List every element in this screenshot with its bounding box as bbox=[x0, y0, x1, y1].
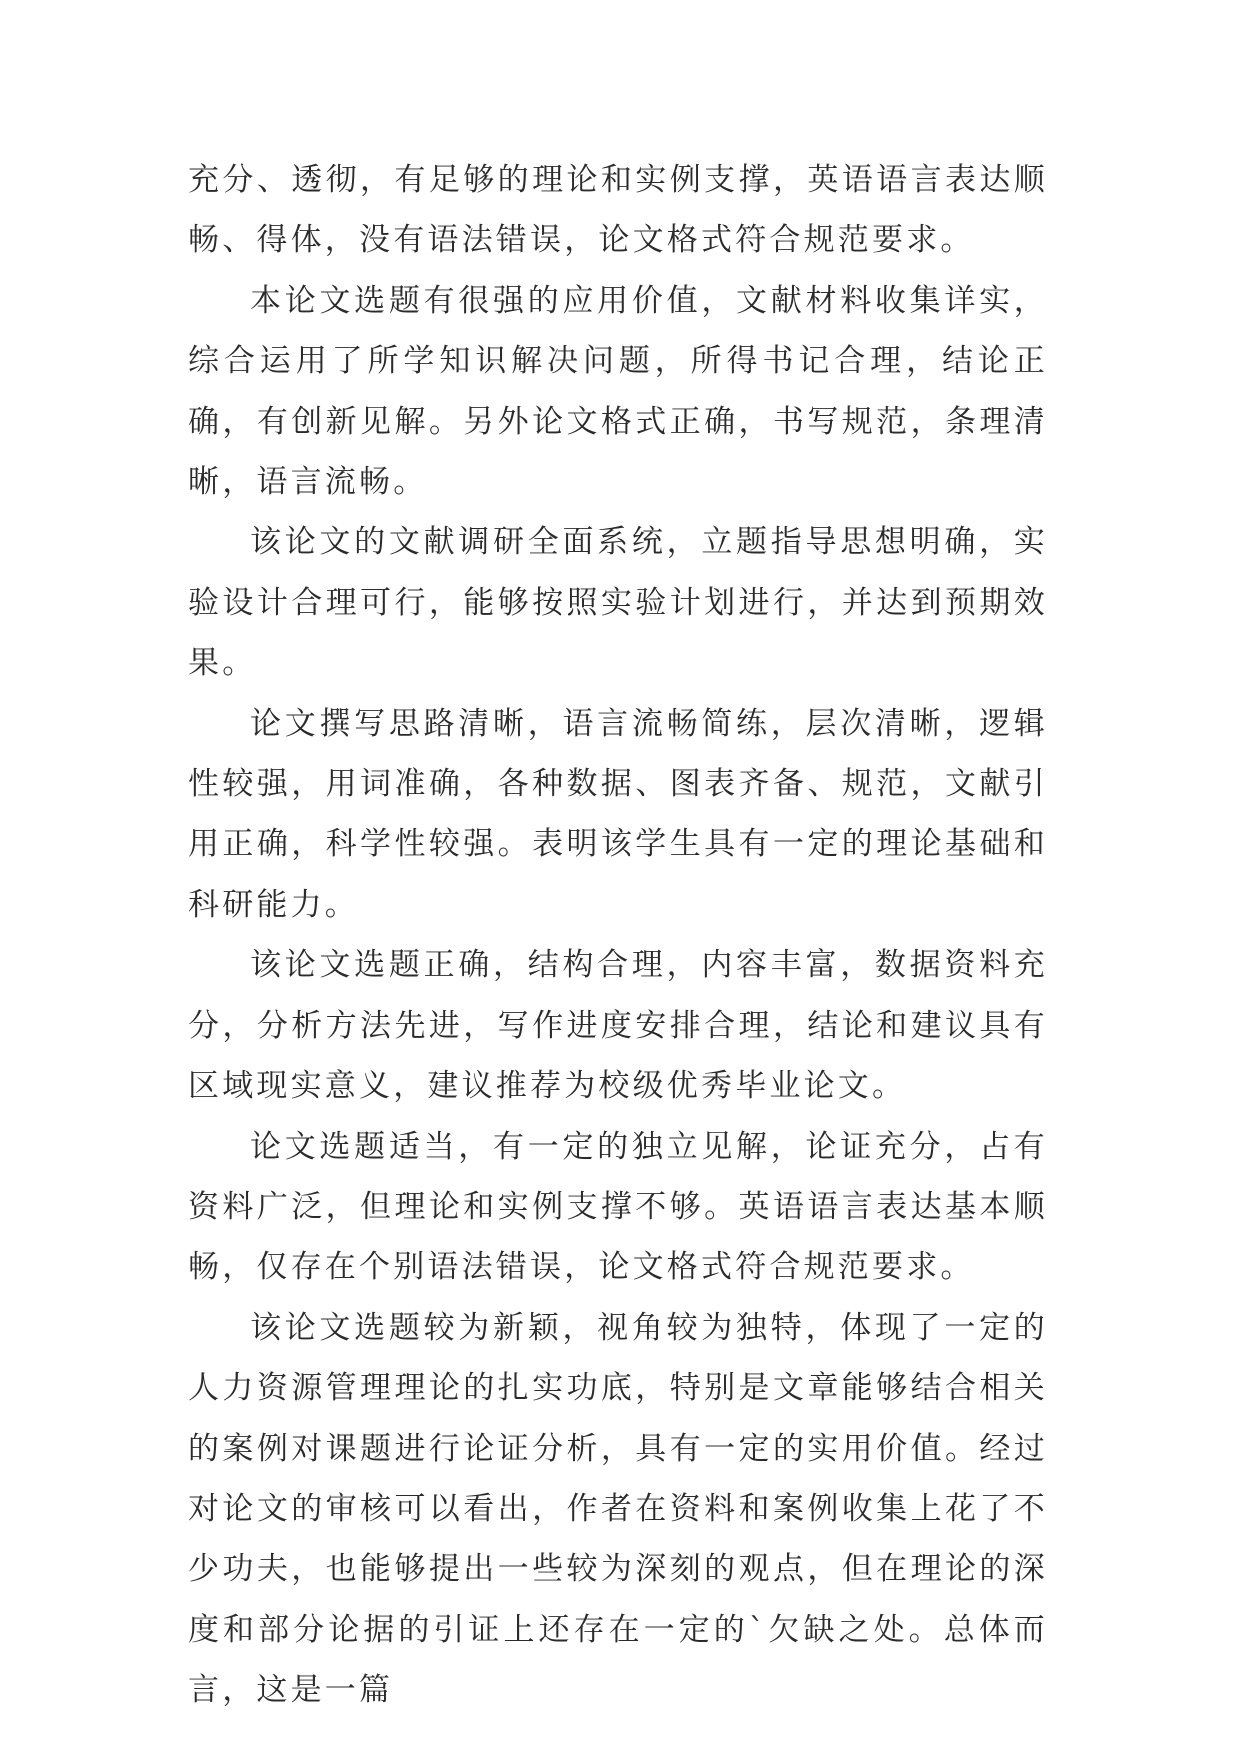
paragraph-topic-correct: 该论文选题正确，结构合理，内容丰富，数据资料充分，分析方法先进，写作进度安排合理，结论和建议具有区域现实意义，建议推荐为校级优秀毕业论文。 bbox=[188, 947, 1048, 1105]
document-body bbox=[188, 150, 1048, 1721]
paragraph-novel-topic: 该论文选题较为新颖，视角较为独特，体现了一定的人力资源管理理论的扎实功底，特别是文章能够结合相关的案例对课题进行论证分析，具有一定的实用价值。经过对论文的审核可以看出，作者在资料和案例收集上花了不少功夫，也能够提出一些较为深刻的观点，但在理论的深度和部分论据的引证上还存在一定的`欠缺之处。总体而言，这是一篇 bbox=[188, 1309, 1048, 1709]
paragraph-application-value: 本论文选题有很强的应用价值，文献材料收集详实，综合运用了所学知识解决问题，所得书记合理，结论正确，有创新见解。另外论文格式正确，书写规范，条理清晰，语言流畅。 bbox=[188, 282, 1048, 501]
paragraph-writing-clarity: 论文撰写思路清晰，语言流畅简练，层次清晰，逻辑性较强，用词准确，各种数据、图表齐备、规范，文献引用正确，科学性较强。表明该学生具有一定的理论基础和科研能力。 bbox=[188, 705, 1048, 923]
paragraph-continuation: 充分、透彻，有足够的理论和实例支撑，英语语言表达顺畅、得体，没有语法错误，论文格式符合规范要求。 bbox=[188, 162, 1048, 259]
paragraph-literature-research: 该论文的文献调研全面系统，立题指导思想明确，实验设计合理可行，能够按照实验计划进行，并达到预期效果。 bbox=[188, 524, 1048, 682]
paragraph-topic-appropriate: 论文选题适当，有一定的独立见解，论证充分，占有资料广泛，但理论和实例支撑不够。英语语言表达基本顺畅，仅存在个别语法错误，论文格式符合规范要求。 bbox=[188, 1128, 1048, 1286]
